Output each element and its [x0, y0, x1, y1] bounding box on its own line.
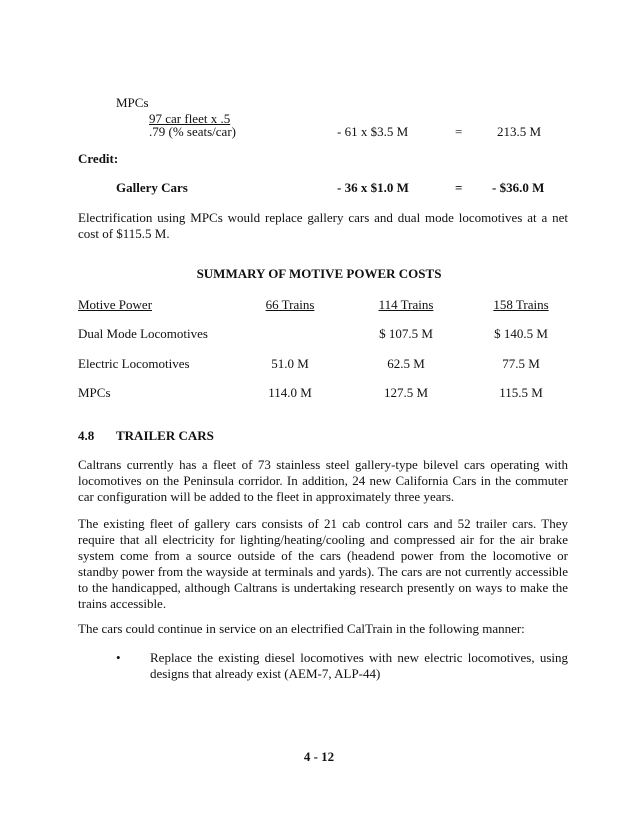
cell-66: 114.0 M: [268, 385, 312, 400]
mpcs-denominator: .79 (% seats/car): [149, 124, 236, 139]
section-number: 4.8: [78, 428, 95, 443]
header-114-trains: 114 Trains: [378, 297, 434, 312]
cell-158: $ 140.5 M: [494, 326, 548, 341]
header-158-trains: 158 Trains: [493, 297, 549, 312]
row-label: Electric Locomotives: [78, 356, 190, 371]
mpcs-label: MPCs: [116, 95, 149, 110]
cell-158: 77.5 M: [502, 356, 540, 371]
electrification-paragraph: Electrification using MPCs would replace gallery cars and dual mode locomotives at a net cost of $115.5 M.: [78, 210, 568, 241]
bullet-marker: •: [116, 650, 121, 665]
header-motive-power: Motive Power: [78, 297, 153, 312]
bullet-text: Replace the existing diesel locomotives with new electric locomotives, using designs that already exist (AEM-7, ALP-44): [150, 650, 568, 681]
mpcs-result: 213.5 M: [497, 124, 542, 139]
gallery-result: - $36.0 M: [492, 180, 545, 195]
cell-66: 51.0 M: [271, 356, 309, 371]
mpcs-equals: =: [455, 124, 463, 139]
row-label: MPCs: [78, 385, 111, 400]
header-66-trains: 66 Trains: [265, 297, 315, 312]
cell-114: $ 107.5 M: [379, 326, 433, 341]
gallery-expression: - 36 x $1.0 M: [337, 180, 409, 195]
gallery-label: Gallery Cars: [116, 180, 188, 195]
paragraph-existing-fleet: The existing fleet of gallery cars consists of 21 cab control cars and 52 trailer cars. They require that all electricity for lighting/heating/cooling and compressed air for the air brake system come from a source outside of the cars (headend power from the locomotive or standby power from the wayside at terminals and yards). The cars are not currently accessible to the handicapped, although Caltrans is undertaking research presently on ways to make the trains accessible.: [78, 516, 568, 611]
credit-label: Credit:: [78, 151, 119, 166]
mpcs-numerator: 97 car fleet x .5: [149, 111, 231, 126]
section-title: TRAILER CARS: [116, 428, 214, 443]
page-number: 4 - 12: [303, 749, 335, 764]
paragraph-fleet: Caltrans currently has a fleet of 73 stainless steel gallery-type bilevel cars operating with locomotives on the Peninsula corridor. In addition, 24 new California Cars in the commuter car configuration will be added to the fleet in approximately three years.: [78, 457, 568, 504]
cell-114: 62.5 M: [387, 356, 425, 371]
paragraph-continue-service: The cars could continue in service on an electrified CalTrain in the following manner:: [78, 621, 525, 636]
cell-158: 115.5 M: [499, 385, 543, 400]
cell-114: 127.5 M: [383, 385, 429, 400]
mpcs-expression: - 61 x $3.5 M: [337, 124, 409, 139]
gallery-equals: =: [455, 180, 463, 195]
row-label: Dual Mode Locomotives: [78, 326, 208, 341]
summary-title: SUMMARY OF MOTIVE POWER COSTS: [196, 266, 442, 281]
